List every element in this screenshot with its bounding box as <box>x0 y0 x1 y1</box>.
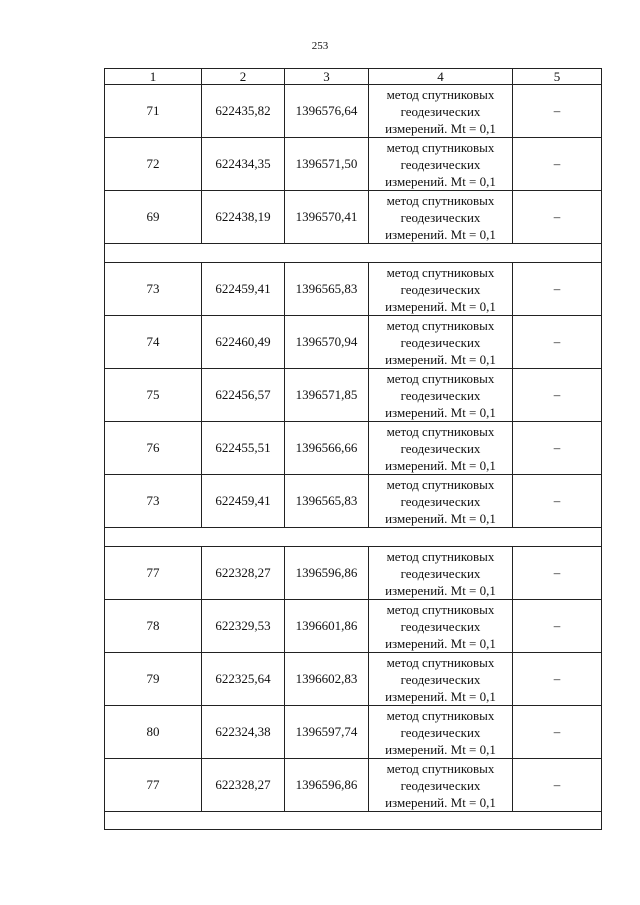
x-coordinate-cell: 622329,53 <box>202 600 285 653</box>
x-coordinate-cell: 622460,49 <box>202 316 285 369</box>
method-cell <box>369 759 513 812</box>
x-coordinate-cell: 622435,82 <box>202 85 285 138</box>
table-end-row <box>105 812 602 830</box>
x-coordinate-cell: 622459,41 <box>202 263 285 316</box>
y-coordinate-cell: 1396565,83 <box>285 263 369 316</box>
header-row <box>105 69 602 85</box>
method-text-line: измерений. Mt = 0,1 <box>385 794 496 810</box>
point-number-cell: 78 <box>105 600 202 653</box>
description-cell: – <box>513 422 602 475</box>
y-coordinate-cell: 1396571,50 <box>285 138 369 191</box>
y-coordinate-cell: 1396571,85 <box>285 369 369 422</box>
method-text-line: метод спутниковых <box>386 192 495 208</box>
x-coordinate-cell: 622459,41 <box>202 475 285 528</box>
page-number: 253 <box>311 40 329 52</box>
description-cell: – <box>513 369 602 422</box>
method-cell <box>369 653 513 706</box>
method-cell <box>369 422 513 475</box>
point-number-cell: 73 <box>105 475 202 528</box>
x-coordinate-cell: 622434,35 <box>202 138 285 191</box>
y-coordinate-cell: 1396602,83 <box>285 653 369 706</box>
table-row <box>105 85 602 138</box>
point-number-cell: 79 <box>105 653 202 706</box>
table-row <box>105 759 602 812</box>
method-text-line: геодезических <box>400 281 481 297</box>
y-coordinate-cell: 1396601,86 <box>285 600 369 653</box>
method-text-line: метод спутниковых <box>386 370 495 386</box>
method-text-line: метод спутниковых <box>386 760 495 776</box>
method-text-line: измерений. Mt = 0,1 <box>385 298 496 314</box>
method-text-line: геодезических <box>400 671 481 687</box>
method-text-line: геодезических <box>400 724 481 740</box>
header-col-2: 2 <box>202 69 285 85</box>
method-text-line: метод спутниковых <box>386 601 495 617</box>
method-text-line: метод спутниковых <box>386 476 495 492</box>
method-text-line: геодезических <box>400 618 481 634</box>
method-text-line: метод спутниковых <box>386 86 495 102</box>
point-number-cell: 69 <box>105 191 202 244</box>
description-cell: – <box>513 263 602 316</box>
x-coordinate-cell: 622324,38 <box>202 706 285 759</box>
method-cell <box>369 369 513 422</box>
method-cell <box>369 547 513 600</box>
description-cell: – <box>513 316 602 369</box>
description-cell: – <box>513 85 602 138</box>
point-number-cell: 71 <box>105 85 202 138</box>
table-row <box>105 547 602 600</box>
method-text-line: геодезических <box>400 103 481 119</box>
point-number-cell: 72 <box>105 138 202 191</box>
method-text-line: геодезических <box>400 156 481 172</box>
table-body <box>105 85 602 830</box>
table-row <box>105 191 602 244</box>
method-text-line: измерений. Mt = 0,1 <box>385 173 496 189</box>
group-separator-row <box>105 528 602 547</box>
point-number-cell: 75 <box>105 369 202 422</box>
method-text-line: геодезических <box>400 565 481 581</box>
y-coordinate-cell: 1396570,94 <box>285 316 369 369</box>
method-cell <box>369 475 513 528</box>
method-text-line: метод спутниковых <box>386 423 495 439</box>
method-cell <box>369 191 513 244</box>
method-text-line: геодезических <box>400 334 481 350</box>
x-coordinate-cell: 622438,19 <box>202 191 285 244</box>
description-cell: – <box>513 475 602 528</box>
method-text-line: метод спутниковых <box>386 139 495 155</box>
description-cell: – <box>513 759 602 812</box>
y-coordinate-cell: 1396596,86 <box>285 547 369 600</box>
description-cell: – <box>513 191 602 244</box>
method-text-line: геодезических <box>400 440 481 456</box>
method-text-line: геодезических <box>400 493 481 509</box>
table-row <box>105 706 602 759</box>
method-text-line: измерений. Mt = 0,1 <box>385 226 496 242</box>
table-row <box>105 422 602 475</box>
method-cell <box>369 263 513 316</box>
method-cell <box>369 138 513 191</box>
method-cell <box>369 706 513 759</box>
y-coordinate-cell: 1396566,66 <box>285 422 369 475</box>
method-cell <box>369 600 513 653</box>
point-number-cell: 74 <box>105 316 202 369</box>
coordinates-table <box>104 68 602 830</box>
point-number-cell: 77 <box>105 547 202 600</box>
header-col-4: 4 <box>369 69 513 85</box>
method-text-line: измерений. Mt = 0,1 <box>385 404 496 420</box>
description-cell: – <box>513 138 602 191</box>
group-separator-row <box>105 244 602 263</box>
description-cell: – <box>513 547 602 600</box>
method-text-line: метод спутниковых <box>386 264 495 280</box>
x-coordinate-cell: 622456,57 <box>202 369 285 422</box>
method-text-line: измерений. Mt = 0,1 <box>385 351 496 367</box>
method-text-line: измерений. Mt = 0,1 <box>385 688 496 704</box>
method-text-line: измерений. Mt = 0,1 <box>385 741 496 757</box>
method-text-line: метод спутниковых <box>386 317 495 333</box>
table-row <box>105 653 602 706</box>
method-text-line: измерений. Mt = 0,1 <box>385 510 496 526</box>
table-row <box>105 369 602 422</box>
description-cell: – <box>513 706 602 759</box>
x-coordinate-cell: 622325,64 <box>202 653 285 706</box>
table-row <box>105 316 602 369</box>
point-number-cell: 76 <box>105 422 202 475</box>
method-text-line: метод спутниковых <box>386 654 495 670</box>
x-coordinate-cell: 622328,27 <box>202 547 285 600</box>
method-text-line: измерений. Mt = 0,1 <box>385 120 496 136</box>
method-cell <box>369 85 513 138</box>
y-coordinate-cell: 1396570,41 <box>285 191 369 244</box>
x-coordinate-cell: 622328,27 <box>202 759 285 812</box>
header-col-3: 3 <box>285 69 369 85</box>
y-coordinate-cell: 1396596,86 <box>285 759 369 812</box>
table-row <box>105 138 602 191</box>
method-cell <box>369 316 513 369</box>
table-row <box>105 263 602 316</box>
description-cell: – <box>513 600 602 653</box>
separator-cell <box>105 812 602 830</box>
method-text-line: геодезических <box>400 777 481 793</box>
method-text-line: геодезических <box>400 209 481 225</box>
separator-cell <box>105 528 602 547</box>
header-col-1: 1 <box>105 69 202 85</box>
table-row <box>105 600 602 653</box>
method-text-line: измерений. Mt = 0,1 <box>385 457 496 473</box>
y-coordinate-cell: 1396576,64 <box>285 85 369 138</box>
separator-cell <box>105 244 602 263</box>
method-text-line: метод спутниковых <box>386 548 495 564</box>
method-text-line: измерений. Mt = 0,1 <box>385 582 496 598</box>
y-coordinate-cell: 1396565,83 <box>285 475 369 528</box>
method-text-line: измерений. Mt = 0,1 <box>385 635 496 651</box>
point-number-cell: 77 <box>105 759 202 812</box>
method-text-line: метод спутниковых <box>386 707 495 723</box>
header-col-5: 5 <box>513 69 602 85</box>
x-coordinate-cell: 622455,51 <box>202 422 285 475</box>
y-coordinate-cell: 1396597,74 <box>285 706 369 759</box>
point-number-cell: 80 <box>105 706 202 759</box>
table-row <box>105 475 602 528</box>
point-number-cell: 73 <box>105 263 202 316</box>
method-text-line: геодезических <box>400 387 481 403</box>
description-cell: – <box>513 653 602 706</box>
